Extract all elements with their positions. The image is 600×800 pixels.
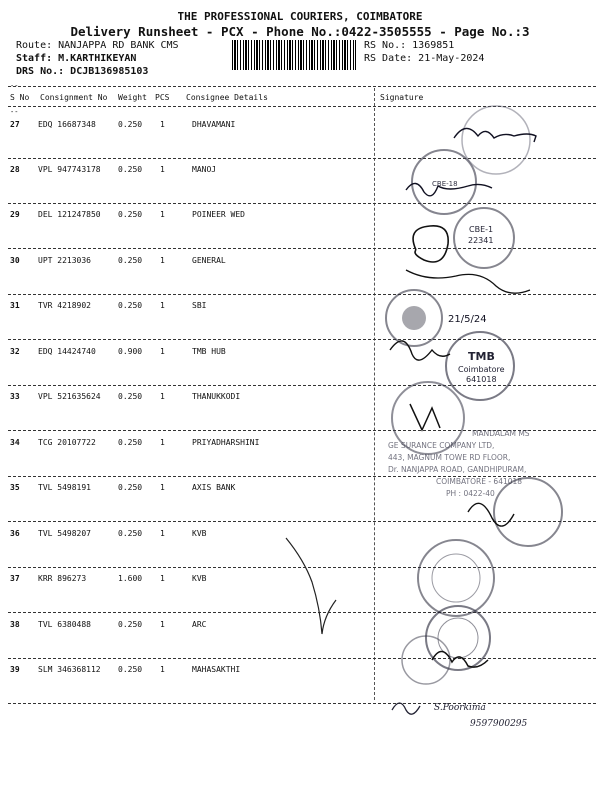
- row-pcs: 1: [160, 120, 165, 129]
- row-consignee: GENERAL: [192, 256, 226, 265]
- row-consignee: SBI: [192, 301, 207, 310]
- row-pcs: 1: [160, 347, 165, 356]
- row-sno: 28: [10, 165, 20, 174]
- row-sno: 38: [10, 620, 20, 629]
- divider-mark: --: [10, 108, 19, 116]
- insurance-line: Dr. NANJAPPA ROAD, GANDHIPURAM,: [388, 465, 527, 474]
- row-sno: 34: [10, 438, 20, 447]
- row-weight: 0.250: [118, 529, 143, 538]
- pin-stamp-text: CBE-18: [432, 180, 458, 188]
- route-label: Route: NANJAPPA RD BANK CMS: [16, 40, 179, 51]
- row-weight: 0.250: [118, 483, 143, 492]
- row-pcs: 1: [160, 210, 165, 219]
- row-pcs: 1: [160, 165, 165, 174]
- row-consignee: MANOJ: [192, 165, 217, 174]
- insurance-line: GE SURANCE COMPANY LTD,: [388, 441, 495, 450]
- row-consignment: TVL 5498207: [38, 529, 91, 538]
- row-weight: 0.250: [118, 620, 143, 629]
- row-consignment: TVR 4218902: [38, 301, 91, 310]
- row-weight: 0.900: [118, 347, 143, 356]
- hardware-stamp: [462, 106, 530, 174]
- col-header-pcs: PCS: [155, 93, 170, 102]
- barcode: [232, 40, 356, 70]
- col-header-consignment: Consignment No: [40, 93, 108, 102]
- row-weight: 0.250: [118, 165, 143, 174]
- emblem-icon: [402, 306, 426, 330]
- row-consignee: DHAVAMANI: [192, 120, 236, 129]
- row-consignee: AXIS BANK: [192, 483, 236, 492]
- row-weight: 0.250: [118, 256, 143, 265]
- col-header-signature: Signature: [380, 93, 424, 102]
- row-pcs: 1: [160, 529, 165, 538]
- row31-date: 21/5/24: [448, 314, 487, 325]
- row-consignment: TCG 20107722: [38, 438, 96, 447]
- row-pcs: 1: [160, 665, 165, 674]
- row-consignee: KVB: [192, 574, 207, 583]
- signature-row32: [390, 341, 450, 360]
- insurance-stamp: [388, 429, 530, 498]
- signature-column-line: [374, 88, 375, 700]
- row-consignment: DEL 121247850: [38, 210, 101, 219]
- row-sno: 35: [10, 483, 20, 492]
- row-sno: 37: [10, 574, 20, 583]
- divider: [8, 86, 596, 87]
- signature-stamps: [376, 100, 596, 760]
- pen-stroke: [280, 534, 360, 644]
- row-consignment: KRR 896273: [38, 574, 87, 583]
- row-consignment: VPL 521635624: [38, 392, 101, 401]
- row-consignee: PRIYADHARSHINI: [192, 438, 260, 447]
- row-weight: 0.250: [118, 210, 143, 219]
- signature-row33: [410, 404, 440, 430]
- row-consignee: KVB: [192, 529, 207, 538]
- row-consignee: MAHASAKTHI: [192, 665, 241, 674]
- row-weight: 0.250: [118, 120, 143, 129]
- drs-number: DRS No.: DCJB136985103: [16, 66, 149, 77]
- row-consignment: VPL 947743178: [38, 165, 101, 174]
- row-pcs: 1: [160, 301, 165, 310]
- insurance-line: MANDALAM MS: [472, 429, 530, 438]
- staff-label: Staff: M.KARTHIKEYAN: [16, 53, 137, 64]
- cbe-code-2: 22341: [468, 236, 494, 245]
- col-header-sno: S No: [10, 93, 30, 102]
- insurance-line: COIMBATORE - 641018: [436, 477, 523, 486]
- tmb-stamp-name: TMB: [468, 350, 495, 363]
- row-pcs: 1: [160, 620, 165, 629]
- row-weight: 0.250: [118, 301, 143, 310]
- footer-initials: [392, 703, 420, 714]
- row-consignee: TMB HUB: [192, 347, 226, 356]
- signature-row27: [454, 128, 536, 142]
- company-title: THE PROFESSIONAL COURIERS, COIMBATORE: [177, 10, 423, 23]
- row-consignment: EDQ 16687348: [38, 120, 96, 129]
- row-consignment: SLM 346368112: [38, 665, 101, 674]
- row-consignee: THANUKKODI: [192, 392, 241, 401]
- row-pcs: 1: [160, 256, 165, 265]
- divider-mark: --: [10, 82, 19, 90]
- footer-signature-name: S.Poorkima: [434, 703, 486, 713]
- row-sno: 31: [10, 301, 20, 310]
- kvb-stamp-inner: [432, 554, 480, 602]
- footer-signature-phone: 9597900295: [470, 719, 528, 729]
- row-consignment: TVL 6380488: [38, 620, 91, 629]
- row-sno: 32: [10, 347, 20, 356]
- row-pcs: 1: [160, 483, 165, 492]
- row-weight: 1.600: [118, 574, 143, 583]
- insurance-line: 443, MAGNUM TOWE RD FLOOR,: [388, 453, 511, 462]
- kvb-stamp: [418, 540, 494, 616]
- rs-date: RS Date: 21-May-2024: [364, 53, 485, 64]
- signature-row29: [413, 226, 448, 262]
- row-weight: 0.250: [118, 392, 143, 401]
- row-pcs: 1: [160, 574, 165, 583]
- insurance-line: PH : 0422-40: [446, 489, 495, 498]
- axis-bank-stamp: [494, 478, 562, 546]
- col-header-weight: Weight: [118, 93, 147, 102]
- row-consignee: POINEER WED: [192, 210, 245, 219]
- row-consignment: UPT 2213036: [38, 256, 91, 265]
- row-consignment: EDQ 14424740: [38, 347, 96, 356]
- row-weight: 0.250: [118, 438, 143, 447]
- row-sno: 29: [10, 210, 20, 219]
- signature-row35: [468, 503, 514, 526]
- row-pcs: 1: [160, 438, 165, 447]
- signature-row30: [406, 270, 530, 293]
- row-consignment: TVL 5498191: [38, 483, 91, 492]
- runsheet-subtitle: Delivery Runsheet - PCX - Phone No.:0422-3505555 - Page No.:3: [70, 24, 530, 39]
- row-sno: 36: [10, 529, 20, 538]
- tmb-stamp-city: Coimbatore: [458, 365, 505, 374]
- rs-number: RS No.: 1369851: [364, 40, 455, 51]
- row-weight: 0.250: [118, 665, 143, 674]
- row-pcs: 1: [160, 392, 165, 401]
- cbe-code: CBE-1: [469, 225, 494, 234]
- row-sno: 33: [10, 392, 20, 401]
- row-sno: 30: [10, 256, 20, 265]
- row-consignee: ARC: [192, 620, 207, 629]
- row-sno: 39: [10, 665, 20, 674]
- col-header-consignee: Consignee Details: [186, 93, 268, 102]
- tmb-stamp-pin: 641018: [466, 375, 497, 384]
- row-sno: 27: [10, 120, 20, 129]
